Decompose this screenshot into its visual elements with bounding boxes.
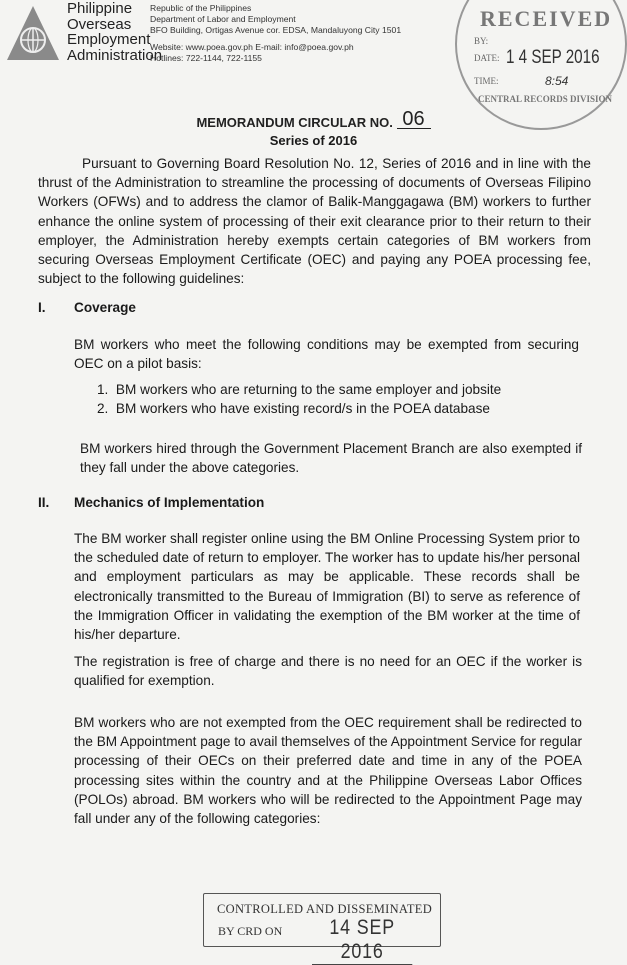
section-heading: Coverage: [74, 300, 136, 315]
hotlines: Hotlines: 722-1144, 722-1155: [150, 53, 262, 63]
section-heading: Mechanics of Implementation: [74, 495, 265, 510]
list-text: BM workers who are returning to the same employer and jobsite: [115, 382, 502, 397]
memo-title-label: MEMORANDUM CIRCULAR NO.: [196, 115, 393, 130]
time-label: TIME:: [474, 76, 499, 86]
section-paragraph: The registration is free of charge and there is no need for an OEC if the worker is qualified for exemption.: [74, 654, 582, 689]
list-text: BM workers who have existing record/s in the POEA database: [115, 401, 490, 416]
organization-name: [67, 1, 162, 63]
org-line: Administration: [67, 46, 163, 64]
org-line: Overseas: [67, 15, 132, 33]
website-email: Website: www.poea.gov.ph E-mail: info@poea.gov.ph: [150, 42, 354, 52]
list-item: [97, 380, 501, 399]
memo-title: [0, 110, 627, 130]
section-paragraph: BM workers who are not exempted from the OEC requirement shall be redirected to the BM Appointment page to avail themselves of the Appointment Service for regular processing of their OECs on their preferred date and time in any of the POEA processing sites within the country and at the Philippine Overseas Labor Offices (POLOs) abroad. BM workers who will be redirected to the Appointment Page may fall under any of the following categories:: [74, 715, 582, 827]
received-label: RECEIVED: [480, 6, 613, 31]
section-numeral: II.: [38, 495, 50, 510]
org-line: Philippine: [67, 0, 133, 17]
division-label: CENTRAL RECORDS DIVISION: [478, 94, 613, 104]
list-number: 2.: [97, 401, 109, 416]
section-paragraph: BM workers who meet the following conditions may be exempted from securing OEC on a pilot basis:: [74, 337, 579, 372]
poea-logo: [5, 4, 61, 62]
received-date: 1 4 SEP 2016: [506, 47, 600, 68]
org-line: Employment: [67, 31, 151, 48]
intro-paragraph: Pursuant to Governing Board Resolution No. 12, Series of 2016 and in line with the thrust of the Administration to streamline the processing of documents of Overseas Filipino Workers (OFWs) and to address the clamor of Balik-Manggagawa (BM) workers to further enhance the online system of processing of their exit clearance prior to their return to their employer, the Administration hereby exempts certain categories of BM workers from securing Overseas Employment Certificate (OEC) and paying any POEA processing fee, subject to the following guidelines:: [38, 156, 591, 287]
list-item: [97, 399, 490, 418]
section-paragraph: BM workers hired through the Government Placement Branch are also exempted if they fall under the above categories.: [80, 441, 582, 476]
address: BFO Building, Ortigas Avenue cor. EDSA, Mandaluyong City 1501: [150, 25, 402, 35]
memo-number: 06: [397, 110, 431, 129]
stamp-date: 14 SEP 2016: [312, 916, 412, 965]
list-number: 1.: [97, 382, 109, 397]
section-paragraph: The BM worker shall register online using the BM Online Processing System prior to the scheduled date of return to employer. The worker has to update his/her personal and employment particulars as may be applicable. These records shall be electronically transmitted to the Bureau of Immigration (BI) to serve as reference of the Immigration Officer in validating the exemption of the BM worker at the time of his/her departure.: [74, 531, 580, 643]
letterhead-info: [150, 3, 401, 64]
department: Department of Labor and Employment: [150, 14, 296, 24]
date-label: DATE:: [474, 53, 500, 63]
by-label: BY:: [474, 36, 489, 46]
section-numeral: I.: [38, 300, 46, 315]
memo-series: Series of 2016: [269, 133, 358, 148]
republic: Republic of the Philippines: [150, 3, 252, 13]
disseminated-stamp: [203, 893, 441, 963]
stamp-line2: BY CRD ON: [218, 924, 283, 938]
stamp-line1: CONTROLLED AND DISSEMINATED: [217, 902, 433, 916]
received-time: 8:54: [545, 74, 569, 88]
